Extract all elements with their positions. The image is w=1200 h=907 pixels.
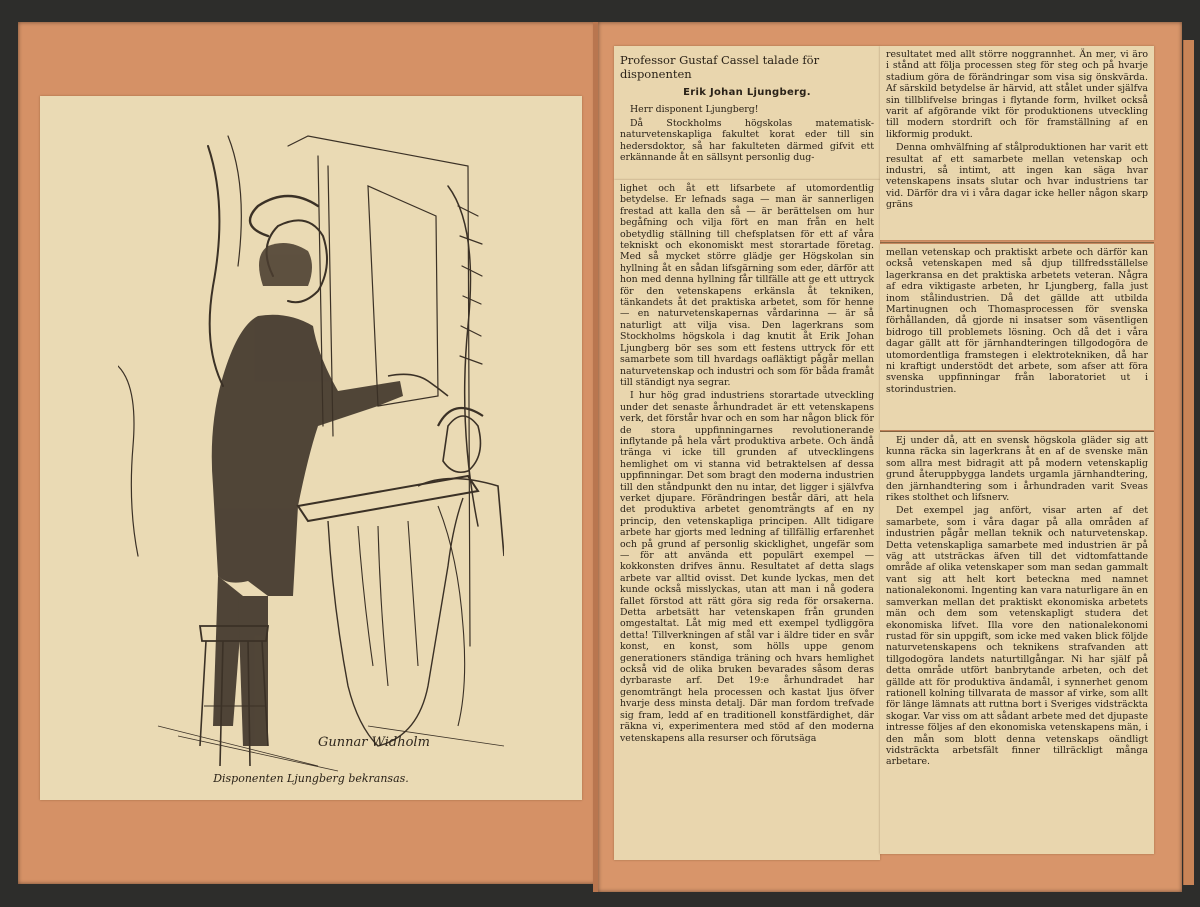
paragraph: lighet och åt ett lifsarbete af utomordentlig betydelse. Er lefnads saga — man är sannerligen frestad att kalla den så — är berättelsen om hur begåfning och vilja fört en man från en helt obetydlig ställning till chefsplatsen för ett af våra tekniskt och ekonomiskt mest storartade företag. Med så mycket större glädje ger Högskolan sin hyllning åt en sådan lifsgärning som eder, därför att hon med denna hyllning får tillfälle att ge ett uttryck för den vetenskapens erkänsla åt tekniken, tänkandets åt det praktiska arbetet, som för henne — en naturvetenskapernas vårdarinna — är så naturligt att vilja visa. Den lagerkrans som Stockholms högskola i dag knutit åt Erik Johan Ljungberg bör ses som ett festens uttryck för ett samarbete som till hvardags oafläktigt pågår mellan naturvetenskap och industri och som för båda framåt till ständigt nya segrar. <box>620 183 874 388</box>
paragraph: I hur hög grad industriens storartade utveckling under det senaste århundradet är ett vetenskapens verk, det förstår hvar och en som har någon blick för de stora uppfinningarnes revolutionerande inflytande på hela vårt produktiva arbete. Och ändå tränga vi icke till grunden af utvecklingens hemlighet om vi stanna vid betraktelsen af dessa uppfinningar. Det som bragt den moderna industrien till den ståndpunkt den nu intar, det ligger i självfva verket djupare. Förändringen består däri, att hela det produktiva arbetet genomträngts af en ny princip, den vetenskapliga principen. Allt tidigare arbete har gjorts med ledning af tillfällig erfarenhet och på grund af personlig skicklighet, ungefär som — för att använda ett populärt exempel — kokkonsten drifves ännu. Resultatet af detta slags arbete var alltid ovisst. Det kunde lyckas, men det kunde också misslyckas, utan att man i nå godera fallet förstod att rätt göra sig reda för orsakerna. Detta arbetsätt har vetenskapen från grunden omgestaltat. Låt mig med ett exempel tydliggöra detta! Tillverkningen af stål var i äldre tider en svår konst, en konst, som hölls uppe genom generationers ständiga träning och hvars hemlighet också vid de olika bruken bevarades såsom deras dyrbaraste arf. Det 19:e århundradet har genomträngt hela processen och kastat ljus öfver hvarje dess minsta detalj. Där man fordom trefvade sig fram, ledd af en traditionell konstfärdighet, där räkna vi, experimentera med stöd af den moderna vetenskapens alla resurser och förutsäga <box>620 390 874 744</box>
article-header: Professor Gustaf Cassel talade för disponenten <box>620 53 820 81</box>
honoree-name: Erik Johan Ljungberg. <box>683 87 811 98</box>
article-column-2-bottom-clipping <box>880 432 1154 854</box>
paragraph: Det exempel jag anfört, visar arten af det samarbete, som i våra dagar på alla områden af industrien pågår mellan teknik och naturvetenskap. Detta vetenskapliga samarbete med industrien är på väg att utsträckas äfven till det vidtomfattande område af olika vetenskaper som man sedan gammalt vant sig att helt kort beteckna med namnet nationalekonomi. Ingenting kan vara naturligare än en samverkan mellan det praktiskt ekonomiska arbetets män och dem som vetenskapligt studera det ekonomiska lifvet. Illa vore den nationalekonomi rustad för sin uppgift, som icke med vaken blick följde naturvetenskapens och teknikens strafvanden att tillgodogöra landets naturtillgångar. Ni har själf på detta område utfört banbrytande arbeten, och det gällde att för produktiva ändamål, i synnerhet genom rationell kolning tillvarata de massor af virke, som allt för länge lämnats att ruttna bort i Sveriges vidsträckta skogar. Var viss om att sådant arbete med det djupaste intresse följes af den ekonomiska vetenskapens män, i den mån som blott denna vetenskaps oändligt vidsträckta arbetsfält finner tillräckligt många arbetare. <box>886 505 1148 768</box>
paragraph: Denna omhvälfning af stålproduktionen har varit ett resultat af ett samarbete mellan vetenskap och industri, så intimt, att ingen kan säga hvar vetenskapens insats slutar och hvar industriens tar vid. Därför dra vi i våra dagar icke heller någon skarp gräns <box>886 142 1148 211</box>
illustration-clipping <box>40 96 582 800</box>
illustration-drawing <box>118 126 504 774</box>
article-column-2-middle-clipping <box>880 244 1154 430</box>
paragraph: Ej under då, att en svensk högskola gläder sig att kunna räcka sin lagerkrans åt en af de svenske män som allra mest bidragit att på modern vetenskaplig grund återuppbygga landets urgamla järnhandtering, den järnhandtering som i århundraden varit Sveas rikes stolthet och lifsnerv. <box>886 435 1148 504</box>
salutation: Herr disponent Ljungberg! <box>630 104 759 116</box>
clipping-divider <box>880 242 1154 243</box>
paragraph: Då Stockholms högskolas matematisk-naturvetenskapliga fakultet korat eder till sin hedersdoktor, så har fakulteten därmed gifvit ett erkännande åt en sällsynt personlig dug- <box>620 117 874 164</box>
paragraph: resultatet med allt större noggrannhet. Än mer, vi äro i stånd att följa processen steg för steg och på hvarje stadium göra de förändringar som visa sig önskvärda. Af särskild betydelse är härvid, att stålet under själfva sin tillblifvelse bringas i flytande form, hvilket också varit af afgörande vikt för produktionens utveckling till modern stordrift och för framställning af en likformig produkt. <box>886 49 1148 140</box>
article-column-1-clipping <box>614 180 880 860</box>
illustration-caption: Disponenten Ljungberg bekransas. <box>213 772 409 785</box>
illustration-signature: Gunnar Widholm <box>318 735 430 750</box>
page-stack-edge <box>1183 40 1194 885</box>
article-header-clipping <box>614 46 880 180</box>
article-column-2-top-clipping <box>880 46 1154 240</box>
paragraph: mellan vetenskap och praktiskt arbete och därför kan också vetenskapen med så djup tillfredsställelse lagerkransa en det praktiska arbetets veteran. Några af edra viktigaste arbeten, hr Ljungberg, falla just inom stålindustrien. Då det gällde att utbilda Martinugnen och Thomasprocessen för svenska förhållanden, då gjorde ni insatser som väsentligen bidrogo till problemets lösning. Och då det i våra dagar gällt att för järnhandteringen tillgodogöra de utomordentliga framstegen i elektrotekniken, då har ni kraftigt understödt det arbete, som afser att föra svenska uppfinningar från laboratoriet ut i storindustrien. <box>886 247 1148 395</box>
